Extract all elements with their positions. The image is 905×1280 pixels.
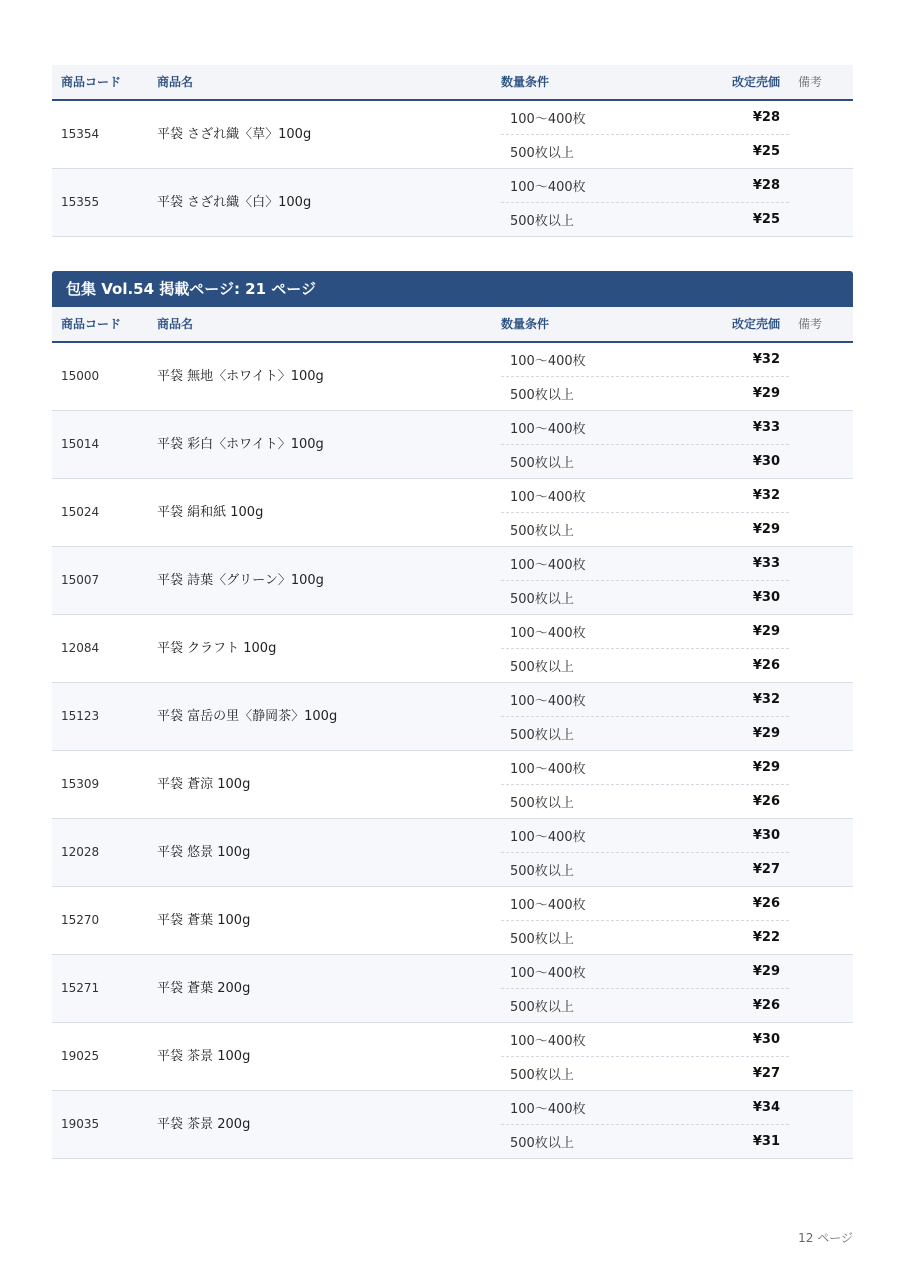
table-header	[52, 65, 853, 101]
quantity-condition: 100〜400枚	[510, 626, 586, 641]
revised-price: ¥32	[752, 692, 780, 707]
table-row	[52, 819, 853, 887]
quantity-condition: 100〜400枚	[510, 966, 586, 981]
quantity-condition: 500枚以上	[510, 932, 574, 947]
price-tier	[501, 921, 789, 954]
table-row	[52, 1091, 853, 1159]
revised-price: ¥28	[752, 110, 780, 125]
product-name: 平袋 さざれ織〈白〉100g	[157, 195, 312, 210]
quantity-condition: 500枚以上	[510, 796, 574, 811]
quantity-condition: 500枚以上	[510, 592, 574, 607]
price-tier	[501, 751, 789, 785]
price-tier	[501, 955, 789, 989]
quantity-condition: 500枚以上	[510, 864, 574, 879]
product-code: 15123	[61, 709, 100, 723]
product-code: 15007	[61, 573, 100, 587]
quantity-condition: 100〜400枚	[510, 112, 586, 127]
price-tier	[501, 819, 789, 853]
header-note: 備考	[798, 75, 823, 89]
price-tier	[501, 479, 789, 513]
table-row	[52, 683, 853, 751]
quantity-condition: 500枚以上	[510, 1136, 574, 1151]
product-name: 平袋 蒼葉 100g	[157, 913, 251, 928]
price-tier	[501, 1125, 789, 1158]
quantity-condition: 500枚以上	[510, 456, 574, 471]
revised-price: ¥29	[752, 726, 780, 741]
revised-price: ¥29	[752, 624, 780, 639]
table-header	[52, 307, 853, 343]
product-code: 15271	[61, 981, 100, 995]
revised-price: ¥30	[752, 590, 780, 605]
price-tier	[501, 1057, 789, 1090]
table-body	[52, 101, 853, 237]
product-name: 平袋 詩葉〈グリーン〉100g	[157, 573, 324, 588]
price-tier	[501, 1023, 789, 1057]
header-qty: 数量条件	[501, 317, 550, 331]
price-tier	[501, 615, 789, 649]
price-tier	[501, 717, 789, 750]
product-code: 12028	[61, 845, 100, 859]
table-row	[52, 479, 853, 547]
price-tier	[501, 683, 789, 717]
price-tier	[501, 343, 789, 377]
revised-price: ¥28	[752, 178, 780, 193]
price-tier	[501, 169, 789, 203]
price-tier	[501, 1091, 789, 1125]
revised-price: ¥31	[752, 1134, 780, 1149]
price-tier	[501, 377, 789, 410]
revised-price: ¥30	[752, 454, 780, 469]
revised-price: ¥26	[752, 794, 780, 809]
product-code: 15309	[61, 777, 100, 791]
revised-price: ¥26	[752, 896, 780, 911]
revised-price: ¥33	[752, 556, 780, 571]
quantity-condition: 100〜400枚	[510, 694, 586, 709]
product-code: 19025	[61, 1049, 100, 1063]
price-table-1	[52, 65, 853, 237]
quantity-condition: 500枚以上	[510, 524, 574, 539]
revised-price: ¥25	[752, 212, 780, 227]
quantity-condition: 100〜400枚	[510, 1102, 586, 1117]
quantity-condition: 500枚以上	[510, 1068, 574, 1083]
revised-price: ¥29	[752, 386, 780, 401]
revised-price: ¥30	[752, 828, 780, 843]
quantity-condition: 500枚以上	[510, 146, 574, 161]
product-code: 15270	[61, 913, 100, 927]
header-code: 商品コード	[61, 75, 122, 89]
table-row	[52, 411, 853, 479]
quantity-condition: 100〜400枚	[510, 422, 586, 437]
revised-price: ¥27	[752, 862, 780, 877]
header-price: 改定売価	[731, 317, 780, 331]
page-number: 12 ページ	[798, 1231, 853, 1245]
product-code: 15000	[61, 369, 100, 383]
price-tier	[501, 853, 789, 886]
revised-price: ¥33	[752, 420, 780, 435]
product-name: 平袋 蒼涼 100g	[157, 777, 251, 792]
price-tier	[501, 411, 789, 445]
product-code: 15024	[61, 505, 100, 519]
quantity-condition: 100〜400枚	[510, 830, 586, 845]
product-code: 15354	[61, 127, 100, 141]
price-tier	[501, 101, 789, 135]
table-row	[52, 1023, 853, 1091]
product-code: 15014	[61, 437, 100, 451]
quantity-condition: 100〜400枚	[510, 354, 586, 369]
product-code: 12084	[61, 641, 100, 655]
revised-price: ¥26	[752, 658, 780, 673]
quantity-condition: 100〜400枚	[510, 558, 586, 573]
product-name: 平袋 蒼葉 200g	[157, 981, 251, 996]
table-row	[52, 615, 853, 683]
product-name: 平袋 絹和紙 100g	[157, 505, 264, 520]
product-code: 15355	[61, 195, 100, 209]
revised-price: ¥32	[752, 488, 780, 503]
price-tier	[501, 785, 789, 818]
table-row	[52, 343, 853, 411]
table-row	[52, 751, 853, 819]
product-name: 平袋 悠景 100g	[157, 845, 251, 860]
price-tier	[501, 649, 789, 682]
quantity-condition: 500枚以上	[510, 728, 574, 743]
revised-price: ¥25	[752, 144, 780, 159]
table-row	[52, 955, 853, 1023]
revised-price: ¥22	[752, 930, 780, 945]
price-tier	[501, 203, 789, 236]
header-code: 商品コード	[61, 317, 122, 331]
product-name: 平袋 無地〈ホワイト〉100g	[157, 369, 324, 384]
product-name: 平袋 富岳の里〈静岡茶〉100g	[157, 709, 338, 724]
header-price: 改定売価	[731, 75, 780, 89]
table-row	[52, 547, 853, 615]
quantity-condition: 100〜400枚	[510, 898, 586, 913]
product-name: 平袋 茶景 200g	[157, 1117, 251, 1132]
revised-price: ¥32	[752, 352, 780, 367]
product-name: 平袋 さざれ織〈草〉100g	[157, 127, 312, 142]
price-tier	[501, 989, 789, 1022]
table-body	[52, 343, 853, 1159]
header-name: 商品名	[157, 75, 194, 89]
price-table-2	[52, 271, 853, 1159]
quantity-condition: 500枚以上	[510, 388, 574, 403]
header-qty: 数量条件	[501, 75, 550, 89]
quantity-condition: 100〜400枚	[510, 762, 586, 777]
quantity-condition: 100〜400枚	[510, 180, 586, 195]
price-tier	[501, 887, 789, 921]
price-tier	[501, 513, 789, 546]
product-code: 19035	[61, 1117, 100, 1131]
section-title: 包集 Vol.54 掲載ページ: 21 ページ	[52, 271, 853, 307]
product-name: 平袋 クラフト 100g	[157, 641, 277, 656]
revised-price: ¥34	[752, 1100, 780, 1115]
price-tier	[501, 445, 789, 478]
quantity-condition: 500枚以上	[510, 660, 574, 675]
header-name: 商品名	[157, 317, 194, 331]
quantity-condition: 500枚以上	[510, 214, 574, 229]
quantity-condition: 100〜400枚	[510, 490, 586, 505]
quantity-condition: 100〜400枚	[510, 1034, 586, 1049]
price-tier	[501, 547, 789, 581]
product-name: 平袋 彩白〈ホワイト〉100g	[157, 437, 324, 452]
header-note: 備考	[798, 317, 823, 331]
revised-price: ¥27	[752, 1066, 780, 1081]
quantity-condition: 500枚以上	[510, 1000, 574, 1015]
revised-price: ¥29	[752, 522, 780, 537]
revised-price: ¥30	[752, 1032, 780, 1047]
table-row	[52, 887, 853, 955]
table-row	[52, 101, 853, 169]
price-tier	[501, 581, 789, 614]
price-tier	[501, 135, 789, 168]
product-name: 平袋 茶景 100g	[157, 1049, 251, 1064]
revised-price: ¥26	[752, 998, 780, 1013]
table-row	[52, 169, 853, 237]
revised-price: ¥29	[752, 760, 780, 775]
revised-price: ¥29	[752, 964, 780, 979]
